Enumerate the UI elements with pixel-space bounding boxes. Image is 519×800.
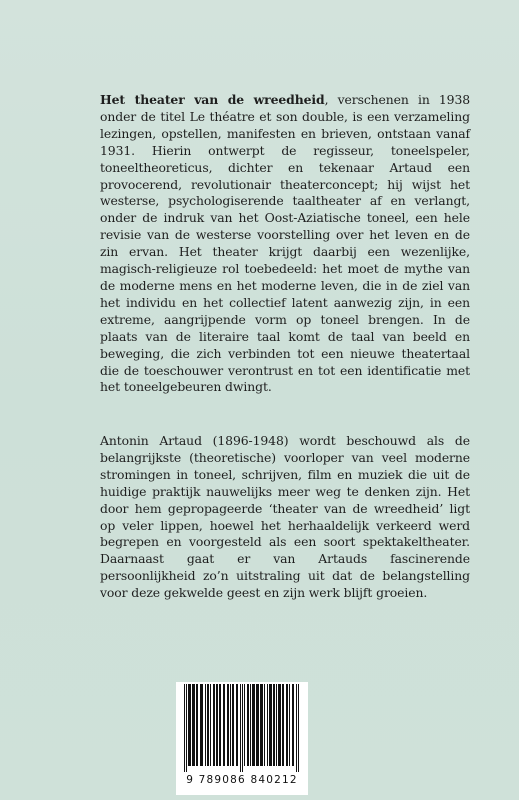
barcode-bar <box>216 684 218 766</box>
barcode-bar <box>230 684 231 766</box>
isbn-barcode <box>176 682 308 795</box>
barcode-bar <box>289 684 290 766</box>
author-bio-paragraph: Antonin Artaud (1896-1948) wordt beschouwd als de belangrijkste (theoretische) voorloper van veel moderne stromingen in toneel, schrijven, film en muziek die uit de huidige praktijk nauwelijks meer weg te denken zijn. Het door hem gepropageerde ‘theater van de wreedheid’ ligt op veler lippen, hoewel het herhaaldelijk verkeerd werd begrepen en voorgesteld als een soort spektakeltheater. Daarnaast gaat er van Artauds fascinerende persoonlijkheid zo’n uitstraling uit dat de belangstelling voor deze gekwelde geest en zijn werk blijft groeien. <box>100 433 470 601</box>
description-text: , verschenen in 1938 onder de titel Le théatre et son double, is een verzameling lezingen, opstellen, manifesten en brieven, ontstaan vanaf 1931. Hierin ontwerpt de regisseur, toneelspeler, toneeltheoreticus, dichter en tekenaar Artaud een provocerend, revolutionair theaterconcept; hij wijst het westerse, psychologiserende taaltheater af en verlangt, onder de indruk van het Oost-Aziatische toneel, een hele revisie van de westerse voorstelling over het leven en de zin ervan. Het theater krijgt daarbij een wezenlijke, magisch-religieuze rol toebedeeld: het moet de mythe van de moderne mens en het moderne leven, die in de ziel van het individu en het collectief latent aanwezig zijn, in een extreme, aangrijpende vorm op toneel brengen. In de plaats van de literaire taal komt de taal van beeld en beweging, die zich verbinden tot een nieuwe theatertaal die de toeschouwer verontrust en tot een identificatie met het toneelgebeuren dwingt. <box>100 92 471 395</box>
barcode-bar <box>278 684 281 766</box>
barcode-bar <box>269 684 272 766</box>
barcode-bar <box>273 684 275 766</box>
barcode-bar <box>276 684 277 766</box>
barcode-bar <box>223 684 225 766</box>
barcode-bar <box>207 684 209 766</box>
barcode-bar <box>244 684 245 766</box>
barcode-bar <box>188 684 191 766</box>
barcode-bar <box>192 684 195 766</box>
barcode-bar <box>205 684 206 766</box>
barcode-bar <box>196 684 198 766</box>
barcode-bar <box>210 684 211 766</box>
barcode-bar <box>236 684 238 766</box>
barcode-bar <box>252 684 255 766</box>
barcode-bar <box>260 684 263 766</box>
book-title-lead: Het theater van de wreedheid <box>100 92 325 107</box>
barcode-bar <box>292 684 294 766</box>
barcode-bar <box>267 684 268 766</box>
barcode-bar <box>250 684 251 766</box>
barcode-bar <box>213 684 215 766</box>
barcode-bar <box>282 684 284 766</box>
barcode-bar <box>240 684 241 772</box>
barcode-bar <box>286 684 288 766</box>
barcode-bar <box>219 684 221 766</box>
barcode-bar <box>186 684 187 772</box>
barcode-bar <box>296 684 297 772</box>
isbn-number: 9 789086 840212 <box>186 774 298 786</box>
barcode-bar <box>200 684 203 766</box>
barcode-bar <box>227 684 229 766</box>
barcode-bars <box>182 684 302 774</box>
barcode-bar <box>247 684 249 766</box>
barcode-bar <box>298 684 299 772</box>
barcode-bar <box>242 684 243 772</box>
description-paragraph <box>100 92 470 396</box>
barcode-bar <box>256 684 259 766</box>
barcode-bar <box>232 684 234 766</box>
barcode-bar <box>184 684 185 772</box>
barcode-bar <box>264 684 265 766</box>
